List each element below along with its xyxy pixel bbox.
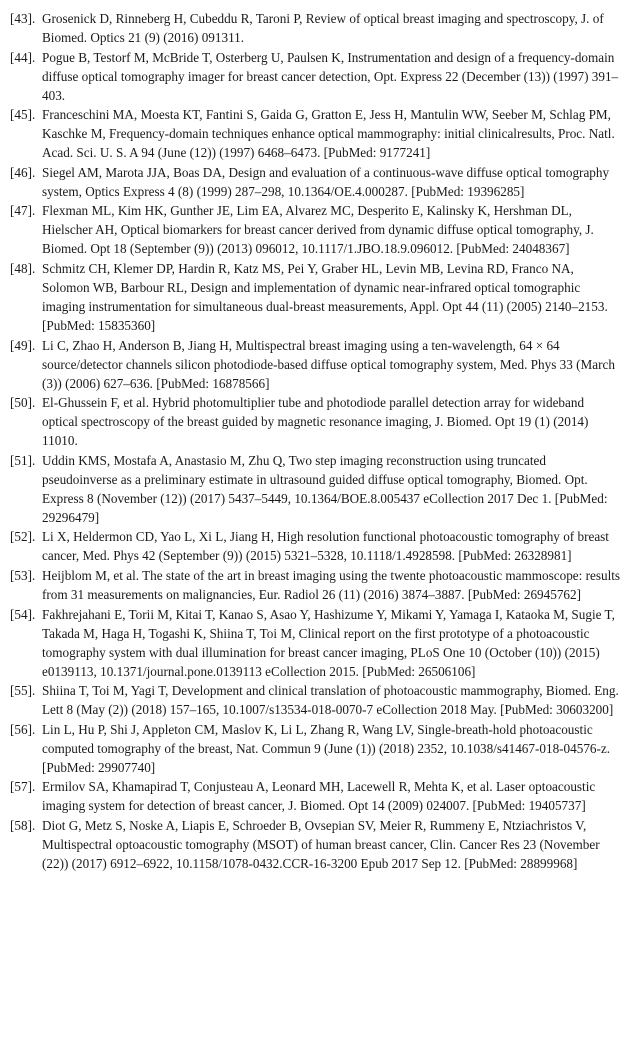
reference-text: Uddin KMS, Mostafa A, Anastasio M, Zhu Q, Two step imaging reconstruction using truncated pseudoinverse as a preliminary estimate in ultrasound guided diffuse optical tomography, Biomed. Opt. Express 8 (November (12)) (2017) 5437–5449, 10.1364/BOE.8.005437 eCollection 2017 Dec 1. [PubMed: 29296479] [42, 452, 608, 525]
reference-number: [44]. [10, 49, 36, 65]
reference-58 [10, 816, 623, 873]
reference-47 [10, 201, 623, 258]
reference-50 [10, 393, 623, 450]
reference-number: [43]. [10, 11, 36, 26]
reference-text: Schmitz CH, Klemer DP, Hardin R, Katz MS, Pei Y, Graber HL, Levin MB, Levina RD, Franco NA, Solomon WB, Barbour RL, Design and implementation of dynamic near-infrared optical tomographic imaging instrumentation for simultaneous dual-breast measurements, Appl. Opt 44 (11) (2005) 2140–2153. [PubMed: 15835360] [42, 260, 608, 333]
reference-number: [51]. [10, 452, 36, 468]
reference-text: Li X, Heldermon CD, Yao L, Xi L, Jiang H, High resolution functional photoacoustic tomography of breast cancer, Med. Phys 42 (September (9)) (2015) 5321–5328, 10.1118/1.4928598. [PubMed: 26328981] [42, 529, 609, 564]
reference-44 [10, 48, 623, 105]
reference-number: [53]. [10, 567, 36, 583]
reference-text: Flexman ML, Kim HK, Gunther JE, Lim EA, Alvarez MC, Desperito E, Kalinsky K, Hershman DL, Hielscher AH, Optical biomarkers for breast cancer derived from dynamic diffuse optical tomography, J. Biomed. Opt 18 (September (9)) (2013) 096012, 10.1117/1.JBO.18.9.096012. [PubMed: 24048367] [42, 203, 594, 257]
reference-number: [58]. [10, 817, 36, 833]
reference-text: Diot G, Metz S, Noske A, Liapis E, Schroeder B, Ovsepian SV, Meier R, Rummeny E, Ntziachristos V, Multispectral optoacoustic tomography (MSOT) of human breast cancer, Clin. Cancer Res 23 (November (22)) (2017) 6912–6922, 10.1158/1078-0432.CCR-16-3200 Epub 2017 Sep 12. [PubMed: 28899968] [42, 817, 600, 871]
reference-text: Heijblom M, et al. The state of the art in breast imaging using the twente photoacoustic mammoscope: results from 31 measurements on malignancies, Eur. Radiol 26 (11) (2016) 3874–3887. [PubMed: 26945762] [42, 567, 621, 602]
reference-55 [10, 681, 623, 719]
reference-number: [46]. [10, 164, 36, 180]
reference-number: [57]. [10, 779, 36, 795]
reference-52 [10, 527, 623, 565]
reference-56 [10, 720, 623, 777]
reference-51 [10, 451, 623, 527]
reference-43 [10, 9, 623, 47]
reference-text: Grosenick D, Rinneberg H, Cubeddu R, Taroni P, Review of optical breast imaging and spectroscopy, J. of Biomed. Optics 21 (9) (2016) 091311. [42, 11, 604, 45]
reference-53 [10, 566, 623, 604]
reference-number: [47]. [10, 203, 36, 219]
reference-text: Ermilov SA, Khamapirad T, Conjusteau A, Leonard MH, Lacewell R, Mehta K, et al. Laser optoacoustic imaging system for detection of breast cancer, J. Biomed. Opt 14 (2009) 024007. [PubMed: 19405737] [42, 779, 596, 814]
reference-number: [50]. [10, 395, 36, 411]
reference-number: [45]. [10, 107, 36, 123]
reference-text: Shiina T, Toi M, Yagi T, Development and clinical translation of photoacoustic mammography, Biomed. Eng. Lett 8 (May (2)) (2018) 157–165, 10.1007/s13534-018-0070-7 eCollection 2018 May. [PubMed: 30603200] [42, 683, 619, 718]
reference-text: Fakhrejahani E, Torii M, Kitai T, Kanao S, Asao Y, Hashizume Y, Mikami Y, Yamaga I, Kataoka M, Sugie T, Takada M, Haga H, Togashi K, Shiina T, Toi M, Clinical report on the first prototype of a photoacoustic tomography system with dual illumination for breast cancer imaging, PLoS One 10 (October (10)) (2015) e0139113, 10.1371/journal.pone.0139113 eCollection 2015. [PubMed: 26506106] [42, 606, 615, 679]
reference-text: Franceschini MA, Moesta KT, Fantini S, Gaida G, Gratton E, Jess H, Mantulin WW, Seeber M, Schlag PM, Kaschke M, Frequency-domain techniques enhance optical mammography: initial clinicalresults, Proc. Natl. Acad. Sci. U. S. A 94 (June (12)) (1997) 6468–6473. [PubMed: 9177241] [42, 107, 615, 161]
reference-number: [56]. [10, 721, 36, 737]
reference-text: Li C, Zhao H, Anderson B, Jiang H, Multispectral breast imaging using a ten-wavelength, 64 × 64 source/detector channels silicon photodiode-based diffuse optical tomography system, Med. Phys 33 (March (3)) (2006) 627–636. [PubMed: 16878566] [42, 337, 615, 391]
reference-number: [54]. [10, 606, 36, 622]
reference-text: Lin L, Hu P, Shi J, Appleton CM, Maslov K, Li L, Zhang R, Wang LV, Single-breath-hold photoacoustic computed tomography of the breast, Nat. Commun 9 (June (1)) (2018) 2352, 10.1038/s41467-018-04576-z. [PubMed: 29907740] [42, 721, 611, 775]
reference-text: Pogue B, Testorf M, McBride T, Osterberg U, Paulsen K, Instrumentation and design of a frequency-domain diffuse optical tomography imager for breast cancer detection, Opt. Express 22 (December (13)) (1997) 391–403. [42, 49, 619, 103]
reference-number: [52]. [10, 529, 36, 545]
reference-54 [10, 605, 623, 681]
reference-text: El-Ghussein F, et al. Hybrid photomultiplier tube and photodiode parallel detection array for wideband optical spectroscopy of the breast guided by magnetic resonance imaging, J. Biomed. Opt 19 (1) (2014) 11010. [42, 395, 589, 449]
reference-48 [10, 259, 623, 335]
reference-number: [48]. [10, 260, 36, 276]
reference-49 [10, 336, 623, 393]
reference-57 [10, 777, 623, 815]
reference-number: [55]. [10, 683, 36, 699]
reference-text: Siegel AM, Marota JJA, Boas DA, Design and evaluation of a continuous-wave diffuse optical tomography system, Optics Express 4 (8) (1999) 287–298, 10.1364/OE.4.000287. [PubMed: 19396285] [42, 164, 610, 199]
reference-45 [10, 105, 623, 162]
reference-number: [49]. [10, 337, 36, 353]
reference-46 [10, 163, 623, 201]
